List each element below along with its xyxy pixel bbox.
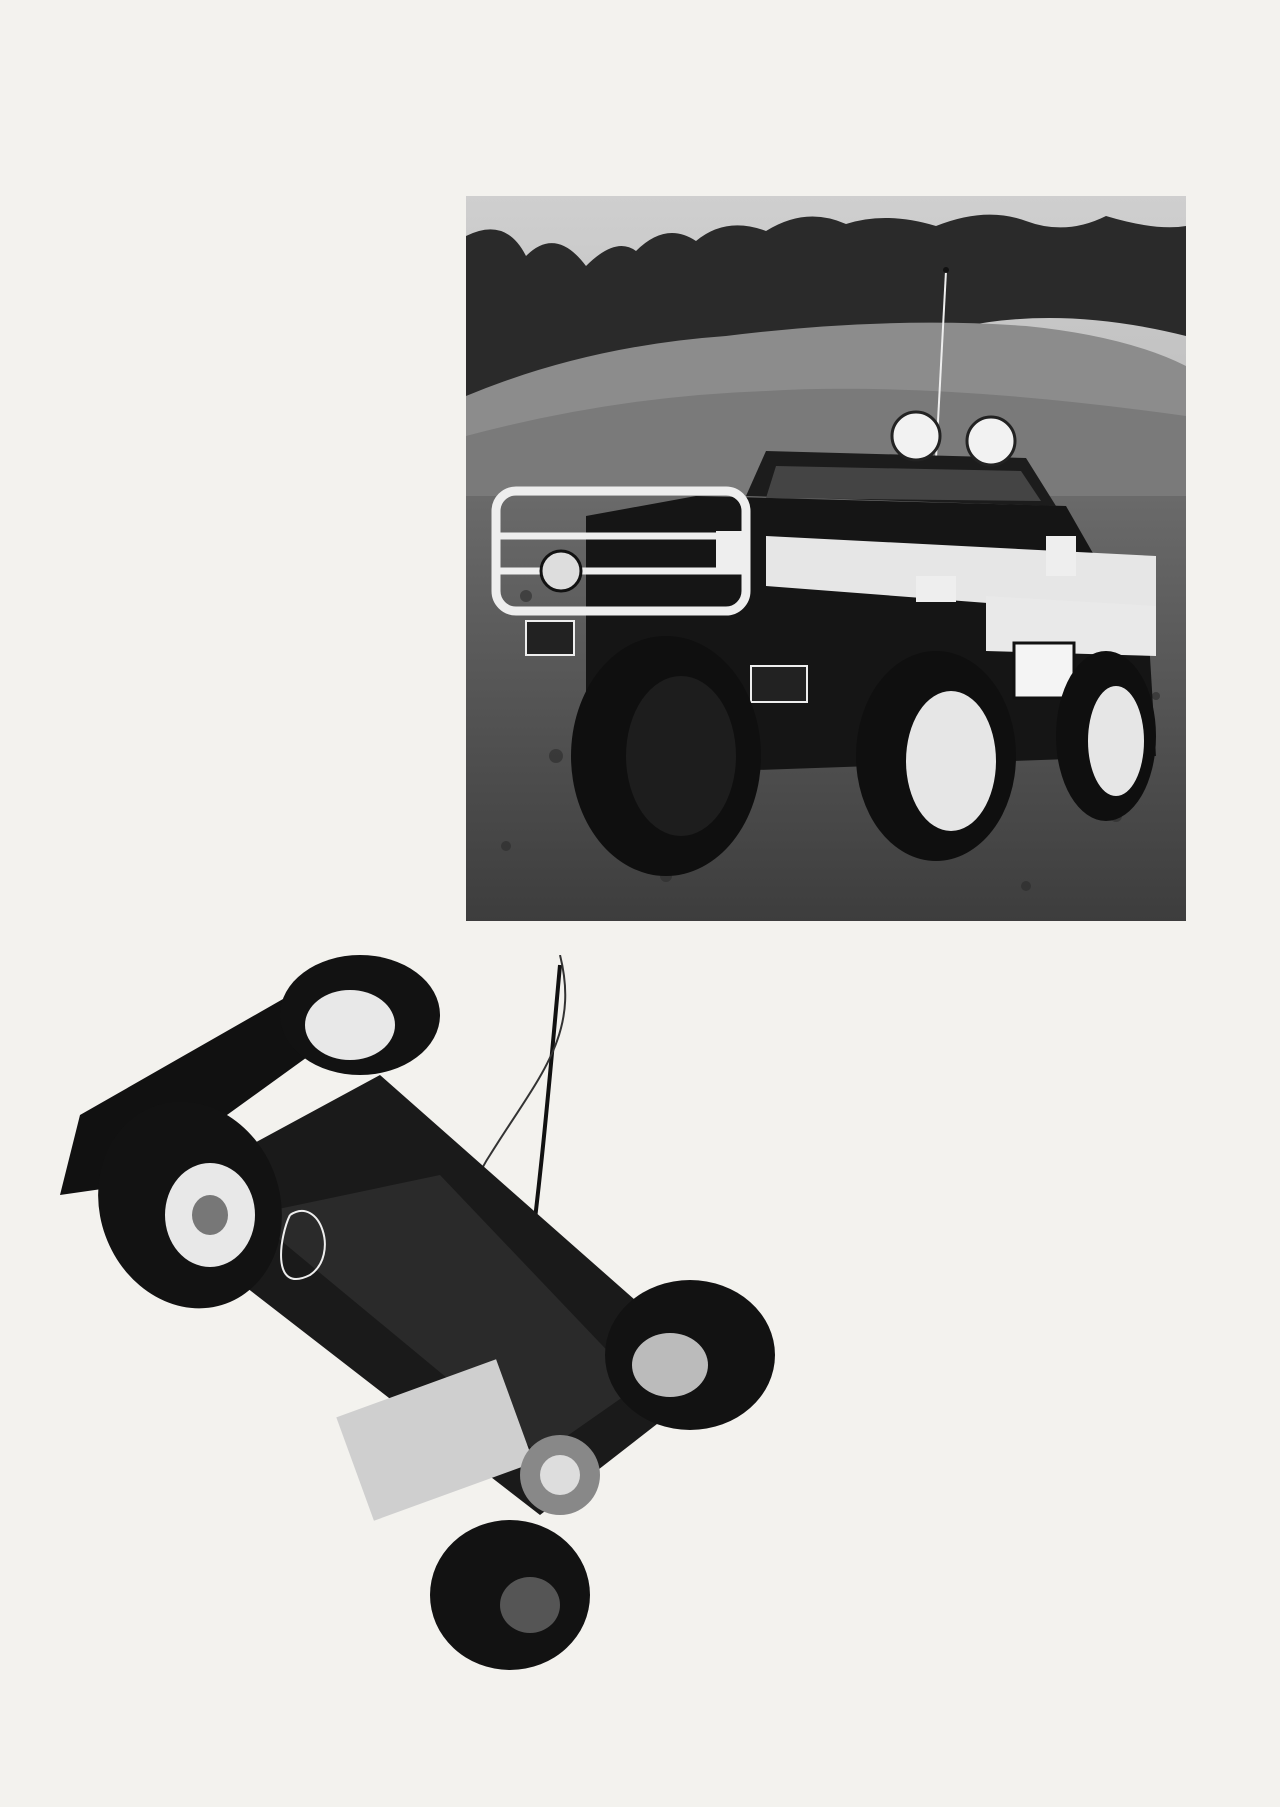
specs-block-fantom	[64, 396, 425, 399]
photo-rc-truck	[466, 196, 1186, 921]
photo-rc-chassis	[20, 955, 820, 1695]
specs-block-truck	[64, 683, 425, 686]
article-unimat	[812, 996, 1186, 1002]
